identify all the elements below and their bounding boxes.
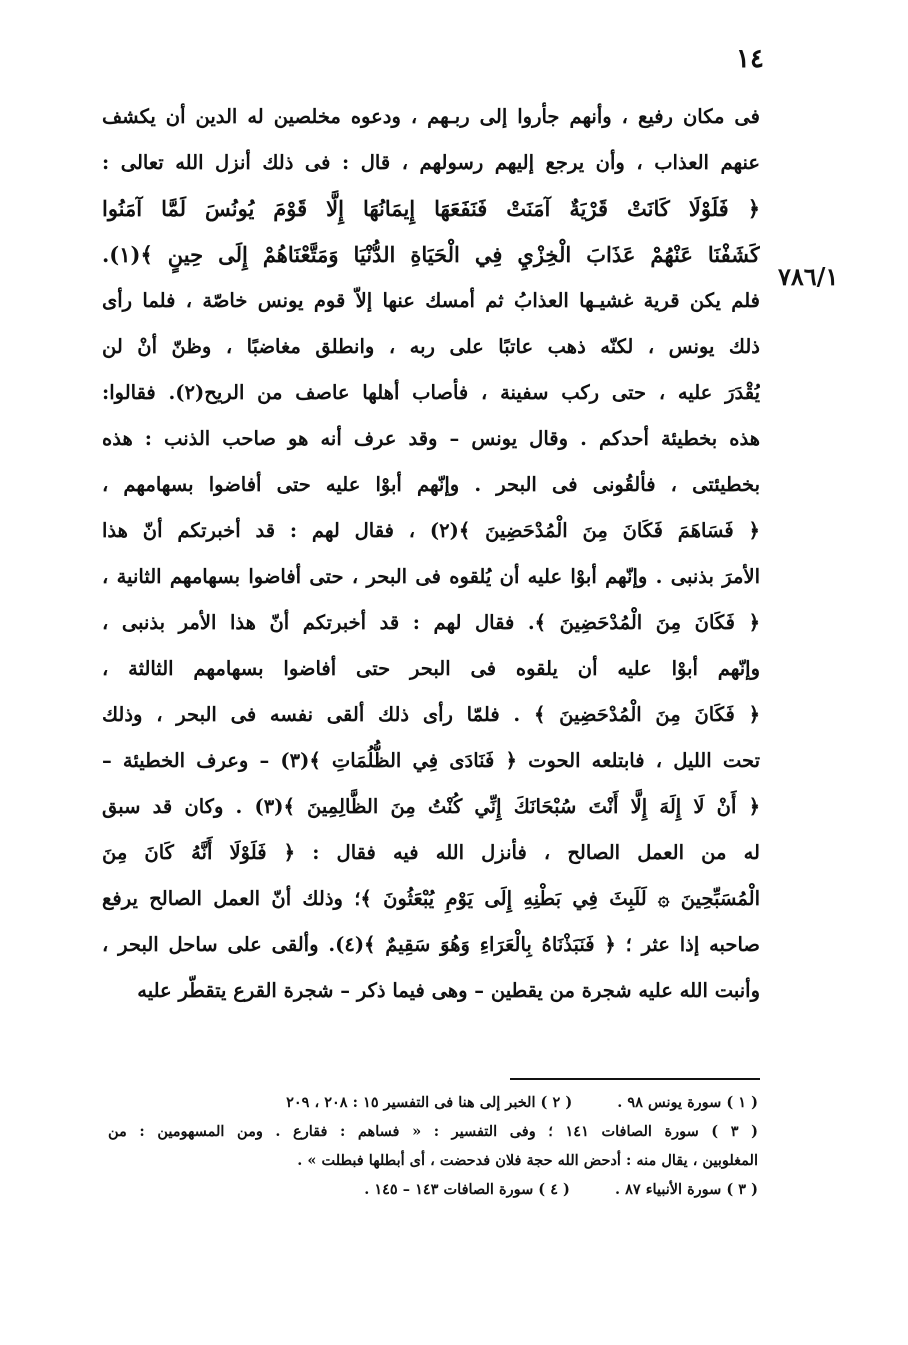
text-line: ذلك يونس ، لكنّه ذهب عاتبًا على ربه ، وانطلق مغاضبًا ، وظنّ أنْ لن [102, 335, 760, 358]
main-text [102, 94, 760, 1014]
footnote-1: ( ١ ) سورة يونس ٩٨ . [617, 1094, 758, 1111]
text-line: تحت الليل ، فابتلعه الحوت ﴿ فَنَادَى فِي الظُّلُمَاتِ ﴾(٣) – وعرف الخطيئة – [102, 749, 760, 772]
text-line: له من العمل الصالح ، فأنزل الله فيه فقال : ﴿ فَلَوْلَا أَنَّهُ كَانَ مِنَ [102, 841, 760, 864]
footnote-row [108, 1088, 758, 1117]
text-line: فلم يكن قرية غشيـها العذابُ ثم أمسك عنها إلاّ قوم يونس خاصّة ، فلما رأى [102, 289, 760, 312]
text-line: وأنبت الله عليه شجرة من يقطين – وهى فيما ذكر – شجرة القرع يتقطّر عليه [137, 979, 760, 1002]
text-line: عنهم العذاب ، وأن يرجع إليهم رسولهم ، قال : فى ذلك أنزل الله تعالى : [102, 151, 760, 174]
footnote-2: ( ٢ ) الخبر إلى هنا فى التفسير ١٥ : ٢٠٨ ، ٢٠٩ [286, 1094, 573, 1111]
text-line: يُقْدَرَ عليه ، حتى ركب سفينة ، فأصاب أهلها عاصف من الريح(٢). فقالوا: [102, 381, 760, 404]
text-line: ﴿ أَنْ لَا إِلَهَ إِلَّا أَنْتَ سُبْحَانَكَ إِنِّي كُنْتُ مِنَ الظَّالِمِينَ ﴾(٣) . وكان قد سبق [102, 795, 760, 818]
footnote-4: ( ٤ ) سورة الصافات ١٤٣ – ١٤٥ . [364, 1181, 570, 1198]
footnote-row [108, 1175, 758, 1204]
page-number: ١٤ [736, 44, 764, 74]
margin-reference: ٧٨٦/١ [778, 262, 839, 291]
quran-verse-line: ﴿ فَلَوْلَا كَانَتْ قَرْيَةٌ آمَنَتْ فَنَفَعَهَا إِيمَانُهَا إِلَّا قَوْمَ يُونُسَ لَمَّا آمَنُوا [102, 196, 760, 221]
text-line: بخطيئتى ، فألقُونى فى البحر . وإنّهم أبوْا عليه حتى أفاضوا بسهامهم ، [102, 473, 760, 496]
text-line: هذه بخطيئة أحدكم . وقال يونس – وقد عرف أنه هو صاحب الذنب : هذه [102, 427, 760, 450]
text-line: ﴿ فَكَانَ مِنَ الْمُدْحَضِينَ ﴾ . فلمّا رأى ذلك ألقى نفسه فى البحر ، وذلك [102, 703, 760, 726]
text-line: فى مكان رفيع ، وأنهم جأروا إلى ربـهم ، ودعوه مخلصين له الدين أن يكشف [102, 105, 760, 128]
quran-verse-line: كَشَفْنَا عَنْهُمْ عَذَابَ الْخِزْيِ فِي الْحَيَاةِ الدُّنْيَا وَمَتَّعْنَاهُمْ إِلَى حِينٍ ﴾(١). [102, 242, 760, 267]
text-line: وإنّهم أبوْا عليه أن يلقوه فى البحر حتى أفاضوا بسهامهم الثالثة ، [102, 657, 760, 680]
footnote-3-continued: المغلوبين ، يقال منه : أدحض الله حجة فلان فدحضت ، أى أبطلها فبطلت » . [297, 1152, 758, 1169]
footnotes [108, 1088, 758, 1204]
footnote-divider [510, 1078, 760, 1080]
footnote-3: ( ٣ ) سورة الصافات ١٤١ ؛ وفى التفسير : « فساهم : فقارع . ومن المسهومين : من [108, 1123, 758, 1140]
text-line: صاحبه إذا عثر ؛ ﴿ فَنَبَذْنَاهُ بِالْعَرَاءِ وَهُوَ سَقِيمٌ ﴾(٤). وألقى على ساحل البحر ، [102, 933, 760, 956]
text-line: الأمرَ بذنبى . وإنّهم أبوْا عليه أن يُلقوه فى البحر ، حتى أفاضوا بسهامهم الثانية ، [102, 565, 760, 588]
text-line: ﴿ فَكَانَ مِنَ الْمُدْحَضِينَ ﴾. فقال لهم : قد أخبرتكم أنّ هذا الأمر بذنبى ، [102, 611, 760, 634]
text-line: الْمُسَبِّحِينَ ۞ لَلَبِثَ فِي بَطْنِهِ إِلَى يَوْمِ يُبْعَثُونَ ﴾؛ وذلك أنّ العمل الصالح يرفع [102, 887, 760, 910]
text-line: ﴿ فَسَاهَمَ فَكَانَ مِنَ الْمُدْحَضِينَ ﴾(٢) ، فقال لهم : قد أخبرتكم أنّ هذا [102, 519, 760, 542]
footnote-3-second: ( ٣ ) سورة الأنبياء ٨٧ . [614, 1181, 758, 1198]
